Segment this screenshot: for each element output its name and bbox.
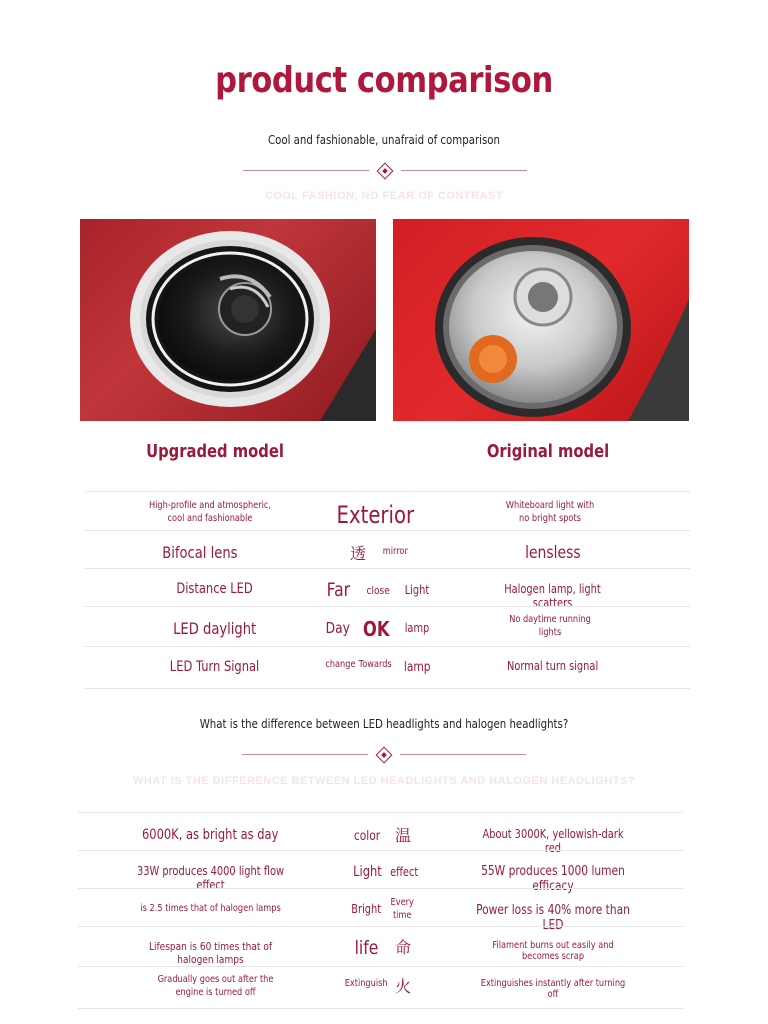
divider	[243, 165, 527, 177]
halogen-feature: Power loss is 40% more than LED	[476, 903, 630, 933]
led-feature: 6000K, as bright as day	[142, 827, 279, 843]
comparison-row	[78, 966, 683, 1008]
halogen-feature: 55W produces 1000 lumen efficacy	[481, 864, 625, 894]
category-word: Light	[352, 864, 382, 880]
ghost-question: WHAT IS THE DIFFERENCE BETWEEN LED HEADLIGHTS AND HALOGEN HEADLIGHTS?	[133, 775, 635, 787]
upgraded-feature: Distance LED	[176, 581, 254, 597]
category-char: 温	[394, 826, 411, 845]
diamond-icon	[376, 747, 393, 764]
category-word: Bright	[351, 902, 381, 916]
category-char: 透	[349, 544, 366, 563]
comparison-row	[85, 491, 690, 530]
category-word: life	[354, 937, 378, 959]
diamond-icon	[377, 163, 394, 180]
category-word: color	[353, 829, 381, 844]
table-divider	[85, 688, 690, 689]
table-divider	[78, 1008, 683, 1009]
led-feature: Gradually goes out after the engine is turned off	[157, 974, 274, 998]
led-feature: Lifespan is 60 times that of halogen lamps	[148, 940, 273, 966]
category-char: Far	[326, 579, 350, 601]
comparison-row	[78, 888, 683, 933]
original-feature: Whiteboard light with no bright spots	[505, 500, 595, 524]
upgraded-feature: Bifocal lens	[162, 543, 238, 562]
led-feature: 33W produces 4000 light flow effect	[136, 864, 285, 892]
original-feature: No daytime running lights	[509, 614, 591, 638]
category-char: 火	[394, 977, 411, 996]
category-word: Every time	[390, 897, 414, 921]
section-question: What is the difference between LED headlights and halogen headlights?	[199, 717, 569, 731]
upgraded-headlight-image	[80, 219, 376, 421]
category-word: OK	[362, 617, 390, 641]
original-model-label: Original model	[486, 441, 610, 462]
category-word: effect	[389, 865, 419, 879]
halogen-feature: Extinguishes instantly after turning off	[480, 978, 626, 1000]
halogen-feature: Filament burns out easily and becomes scrap	[492, 940, 614, 962]
original-headlight-image	[393, 219, 689, 421]
category-word: Towards	[358, 659, 392, 670]
comparison-row	[78, 850, 683, 894]
halogen-feature: About 3000K, yellowish-dark red	[482, 827, 624, 855]
category-word: mirror	[382, 546, 408, 557]
original-feature: Halogen lamp, light scatters	[504, 582, 601, 610]
original-feature: lensless	[524, 543, 581, 563]
category-word: change	[324, 659, 356, 670]
upgraded-feature: LED Turn Signal	[170, 659, 260, 675]
ghost-subtitle: COOL FASHION, NO FEAR OF CONTRAST	[264, 190, 504, 202]
category-word: Extinguish	[344, 978, 388, 989]
category-word: lamp	[404, 621, 430, 635]
upgraded-model-label: Upgraded model	[146, 441, 284, 462]
category-word: Light	[404, 583, 430, 597]
page-title: product comparison	[215, 60, 553, 101]
category-char: 命	[394, 938, 411, 957]
category-word: close	[366, 584, 390, 597]
original-feature: Normal turn signal	[506, 659, 599, 673]
page-subtitle: Cool and fashionable, unafraid of comparison	[268, 133, 500, 147]
comparison-row	[78, 812, 683, 855]
feature-category: Exterior	[336, 501, 414, 529]
upgraded-feature: High-profile and atmospheric, cool and fashionable	[148, 500, 272, 524]
comparison-row	[85, 646, 690, 688]
comparison-row	[85, 530, 690, 568]
upgraded-feature: LED daylight	[173, 619, 257, 638]
comparison-row	[78, 926, 683, 966]
comparison-row	[85, 606, 690, 646]
comparison-row	[85, 568, 690, 610]
category-word: lamp	[403, 660, 431, 675]
led-feature: is 2.5 times that of halogen lamps	[140, 903, 281, 914]
divider	[242, 749, 526, 761]
category-word: Day	[325, 619, 351, 637]
